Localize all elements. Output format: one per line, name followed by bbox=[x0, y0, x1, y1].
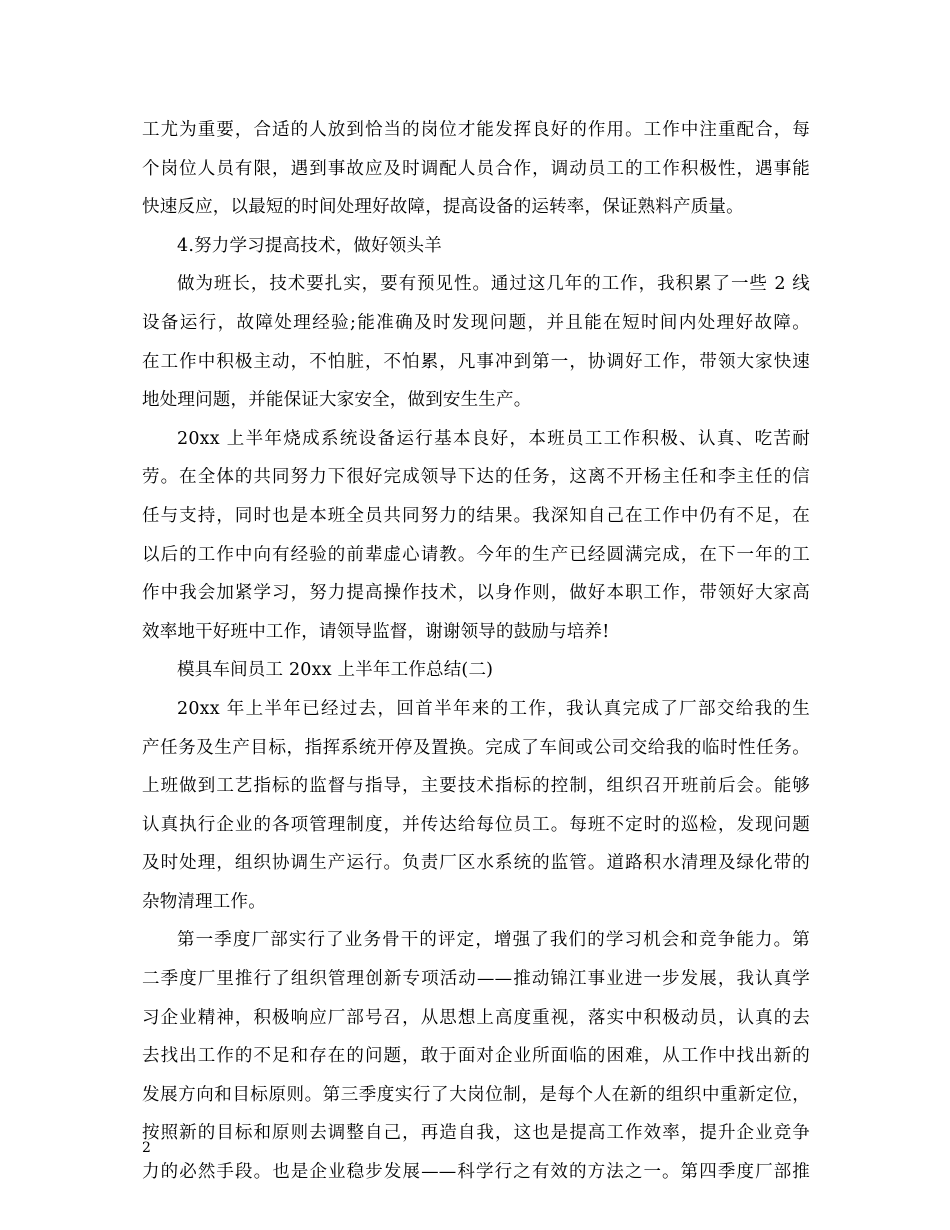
text-line: 发展方向和目标原则。第三季度实行了大岗位制，是每个人在新的组织中重新定位， bbox=[142, 1084, 810, 1105]
text-line: 工尤为重要，合适的人放到恰当的岗位才能发挥良好的作用。工作中注重配合，每 bbox=[142, 120, 810, 140]
text-line: 产任务及生产目标，指挥系统开停及置换。完成了车间或公司交给我的临时性任务。 bbox=[142, 737, 810, 758]
text-line: 习企业精神，积极响应厂部号召，从思想上高度重视，落实中积极动员，认真的去 bbox=[142, 1007, 810, 1028]
text-line: 效率地干好班中工作，请领导监督，谢谢领导的鼓励与培养! bbox=[142, 621, 610, 642]
text-line: 第一季度厂部实行了业务骨干的评定，增强了我们的学习机会和竞争能力。第 bbox=[177, 930, 810, 951]
text-line: 二季度厂里推行了组织管理创新专项活动——推动锦江事业进一步发展，我认真学 bbox=[142, 969, 810, 990]
text-line: 做为班长，技术要扎实，要有预见性。通过这几年的工作，我积累了一些 2 线 bbox=[177, 274, 810, 295]
text-line: 以后的工作中向有经验的前辈虚心请教。今年的生产已经圆满完成，在下一年的工 bbox=[142, 544, 810, 565]
text-line: 力的必然手段。也是企业稳步发展——科学行之有效的方法之一。第四季度厂部推 bbox=[142, 1162, 810, 1183]
document-body bbox=[142, 111, 810, 1192]
text-line: 任与支持，同时也是本班全员共同努力的结果。我深知自己在工作中仍有不足，在 bbox=[142, 505, 810, 526]
text-line: 及时处理，组织协调生产运行。负责厂区水系统的监管。道路积水清理及绿化带的 bbox=[142, 853, 810, 874]
text-line: 上班做到工艺指标的监督与指导，主要技术指标的控制，组织召开班前后会。能够 bbox=[142, 776, 810, 797]
text-line: 个岗位人员有限，遇到事故应及时调配人员合作，调动员工的工作积极性，遇事能 bbox=[142, 158, 810, 179]
text-line: 在工作中积极主动，不怕脏，不怕累，凡事冲到第一，协调好工作，带领大家快速 bbox=[142, 351, 810, 372]
text-line: 4.努力学习提高技术，做好领头羊 bbox=[177, 235, 442, 256]
text-line: 模具车间员工 20xx 上半年工作总结(二) bbox=[177, 660, 494, 681]
text-line: 20xx 年上半年已经过去，回首半年来的工作，我认真完成了厂部交给我的生 bbox=[177, 698, 810, 719]
text-line: 认真执行企业的各项管理制度，并传达给每位员工。每班不定时的巡检，发现问题 bbox=[142, 814, 810, 835]
text-line: 杂物清理工作。 bbox=[142, 891, 266, 912]
text-line: 快速反应，以最短的时间处理好故障，提高设备的运转率，保证熟料产质量。 bbox=[142, 197, 744, 218]
text-line: 作中我会加紧学习，努力提高操作技术，以身作则，做好本职工作，带领好大家高 bbox=[142, 583, 810, 604]
text-line: 劳。在全体的共同努力下很好完成领导下达的任务，这离不开杨主任和李主任的信 bbox=[142, 467, 810, 488]
text-line: 地处理问题，并能保证大家安全，做到安生生产。 bbox=[142, 390, 532, 411]
text-line: 设备运行，故障处理经验;能准确及时发现问题，并且能在短时间内处理好故障。 bbox=[142, 312, 810, 333]
text-line: 20xx 上半年烧成系统设备运行基本良好，本班员工工作积极、认真、吃苦耐 bbox=[177, 428, 810, 449]
text-line: 去找出工作的不足和存在的问题，敢于面对企业所面临的困难，从工作中找出新的 bbox=[142, 1046, 810, 1067]
text-line: 按照新的目标和原则去调整自己，再造自我，这也是提高工作效率，提升企业竞争 bbox=[142, 1123, 810, 1144]
page-number: 2 bbox=[142, 1140, 151, 1156]
